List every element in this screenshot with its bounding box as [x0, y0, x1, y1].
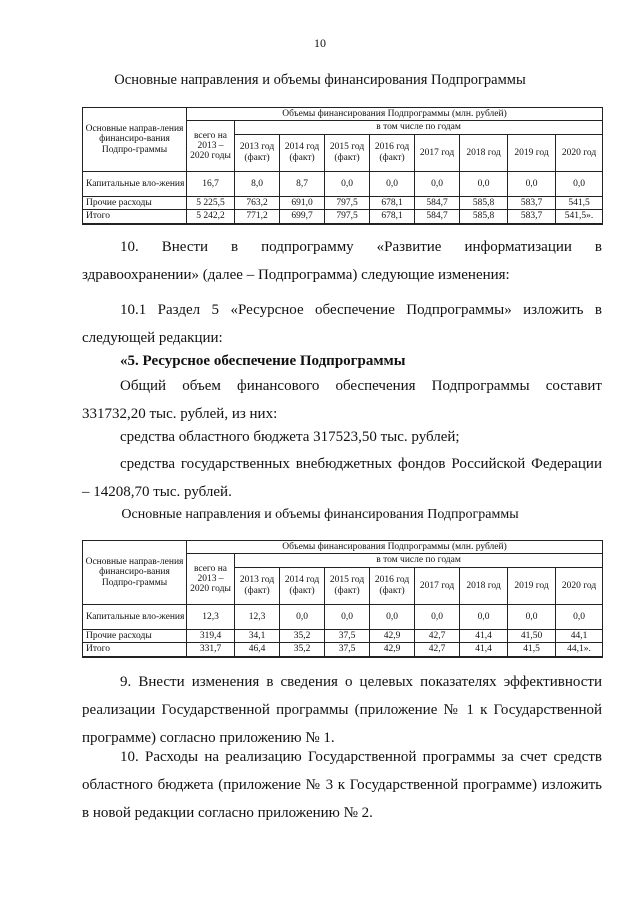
year-value: 763,2: [235, 196, 280, 209]
year-header: 2018 год: [460, 134, 508, 171]
paragraph-extrabudget-funds: средства государственных внебюджетных фондов Российской Федерации – 14208,70 тыс. рублей.: [82, 456, 602, 500]
year-value: 0,0: [556, 604, 603, 629]
year-value: 37,5: [325, 643, 370, 657]
year-value: 0,0: [460, 171, 508, 196]
row-total: 331,7: [187, 643, 235, 657]
page-number: 10: [314, 36, 326, 50]
year-value: 583,7: [508, 196, 556, 209]
year-value: 797,5: [325, 196, 370, 209]
paragraph-10-intro: 10. Внести в подпрограмму «Развитие информатизации в здравоохранении» (далее – Подпрограмма) следующие изменения:: [82, 239, 602, 283]
year-header: 2019 год: [508, 134, 556, 171]
year-header: 2020 год: [556, 134, 603, 171]
row-header: Основные направ-ления финансиро-вания Подпро-граммы: [83, 108, 187, 172]
year-header: 2014 год (факт): [280, 567, 325, 604]
year-value: 584,7: [415, 210, 460, 224]
year-header: 2015 год (факт): [325, 567, 370, 604]
year-value: 0,0: [415, 171, 460, 196]
year-value: 0,0: [556, 171, 603, 196]
row-label: Капитальные вло-жения: [83, 171, 187, 196]
year-header: 2014 год (факт): [280, 134, 325, 171]
year-value: 8,0: [235, 171, 280, 196]
row-label: Итого: [83, 210, 187, 224]
year-value: 585,8: [460, 210, 508, 224]
year-header: 2017 год: [415, 134, 460, 171]
table-row: [83, 604, 603, 629]
year-value: 678,1: [370, 196, 415, 209]
row-total: 16,7: [187, 171, 235, 196]
year-value: 797,5: [325, 210, 370, 224]
year-header: 2018 год: [460, 567, 508, 604]
row-label: Итого: [83, 643, 187, 657]
year-value: 44,1: [556, 629, 603, 642]
year-header: 2016 год (факт): [370, 567, 415, 604]
year-header: 2020 год: [556, 567, 603, 604]
row-label: Прочие расходы: [83, 196, 187, 209]
table-row: [83, 171, 603, 196]
years-header: в том числе по годам: [235, 554, 603, 567]
year-value: 691,0: [280, 196, 325, 209]
year-value: 42,9: [370, 629, 415, 642]
year-value: 12,3: [235, 604, 280, 629]
paragraph-regional-budget: средства областного бюджета 317523,50 тыс. рублей;: [120, 429, 460, 445]
paragraph-10-expenses: 10. Расходы на реализацию Государственной программы за счет средств областного бюджета (приложение № 3 к Государственной программе) изложить в новой редакции согласно приложению № 2.: [82, 749, 602, 821]
year-header: 2019 год: [508, 567, 556, 604]
section-heading: «5. Ресурсное обеспечение Подпрограммы: [120, 353, 406, 369]
year-header: 2013 год (факт): [235, 134, 280, 171]
year-value: 0,0: [460, 604, 508, 629]
year-value: 771,2: [235, 210, 280, 224]
year-value: 42,9: [370, 643, 415, 657]
year-value: 42,7: [415, 643, 460, 657]
year-value: 41,4: [460, 643, 508, 657]
year-value: 35,2: [280, 629, 325, 642]
year-value: 34,1: [235, 629, 280, 642]
year-value: 0,0: [370, 171, 415, 196]
table-row: [83, 210, 603, 224]
group-header: Объемы финансирования Подпрограммы (млн. рублей): [187, 541, 603, 554]
row-total: 12,3: [187, 604, 235, 629]
year-value: 584,7: [415, 196, 460, 209]
year-value: 41,5: [508, 643, 556, 657]
year-value: 0,0: [370, 604, 415, 629]
year-value: 0,0: [325, 604, 370, 629]
table-row: [83, 629, 603, 642]
year-header: 2016 год (факт): [370, 134, 415, 171]
year-value: 541,5: [556, 196, 603, 209]
table2-caption: Основные направления и объемы финансирования Подпрограммы: [121, 507, 519, 522]
financing-table-2: [82, 540, 603, 658]
group-header: Объемы финансирования Подпрограммы (млн. рублей): [187, 108, 603, 121]
year-value: 699,7: [280, 210, 325, 224]
year-value: 0,0: [325, 171, 370, 196]
row-total: 5 242,2: [187, 210, 235, 224]
table-row: [83, 643, 603, 657]
row-total: 5 225,5: [187, 196, 235, 209]
year-value: 41,4: [460, 629, 508, 642]
year-value: 678,1: [370, 210, 415, 224]
year-value: 0,0: [280, 604, 325, 629]
year-value: 35,2: [280, 643, 325, 657]
year-value: 42,7: [415, 629, 460, 642]
year-value: 37,5: [325, 629, 370, 642]
year-value: 0,0: [508, 171, 556, 196]
table1-caption: Основные направления и объемы финансирования Подпрограммы: [114, 72, 526, 88]
row-label: Капитальные вло-жения: [83, 604, 187, 629]
year-header: 2013 год (факт): [235, 567, 280, 604]
total-header: всего на 2013 – 2020 годы: [187, 121, 235, 171]
year-value: 46,4: [235, 643, 280, 657]
year-value: 0,0: [415, 604, 460, 629]
table-row: [83, 196, 603, 209]
year-value: 8,7: [280, 171, 325, 196]
financing-table-1: [82, 107, 603, 225]
row-label: Прочие расходы: [83, 629, 187, 642]
paragraph-9: 9. Внести изменения в сведения о целевых показателях эффективности реализации Государственной программы (приложение № 1 к Государственной программе) согласно приложению № 1.: [82, 674, 602, 746]
year-value: 585,8: [460, 196, 508, 209]
year-value: 541,5».: [556, 210, 603, 224]
year-value: 583,7: [508, 210, 556, 224]
paragraph-total-funding: Общий объем финансового обеспечения Подпрограммы составит 331732,20 тыс. рублей, из них:: [82, 378, 602, 422]
years-header: в том числе по годам: [235, 121, 603, 134]
year-value: 0,0: [508, 604, 556, 629]
year-value: 41,50: [508, 629, 556, 642]
year-value: 44,1».: [556, 643, 603, 657]
total-header: всего на 2013 – 2020 годы: [187, 554, 235, 604]
row-total: 319,4: [187, 629, 235, 642]
row-header: Основные направ-ления финансиро-вания Подпро-граммы: [83, 541, 187, 605]
year-header: 2015 год (факт): [325, 134, 370, 171]
year-header: 2017 год: [415, 567, 460, 604]
paragraph-10-1: 10.1 Раздел 5 «Ресурсное обеспечение Подпрограммы» изложить в следующей редакции:: [82, 302, 602, 346]
